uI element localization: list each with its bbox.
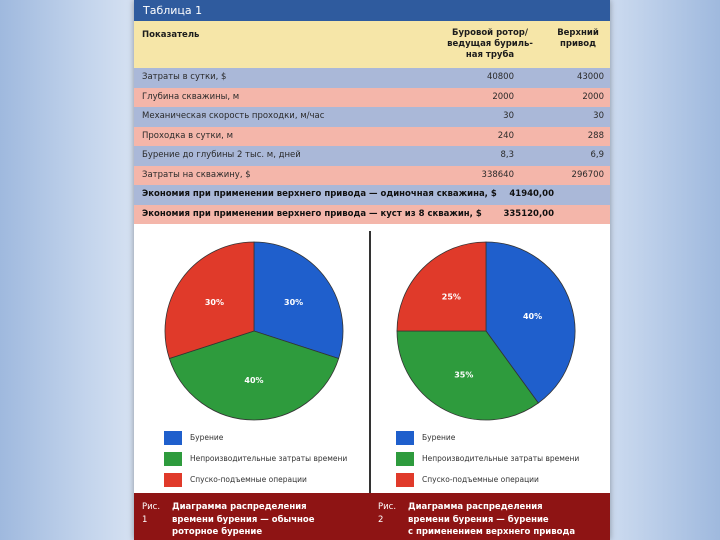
summary-value: 41940,00 <box>509 189 554 199</box>
summary-row <box>134 205 610 225</box>
pie-value-label: 40% <box>522 311 543 321</box>
header-rotor: Буровой ротор/ ведущая буриль- ная труба <box>447 28 533 60</box>
row-label: Затраты в сутки, $ <box>142 72 227 82</box>
row-rotor-value: 30 <box>503 111 514 121</box>
legend-swatch <box>396 473 414 487</box>
pie-value-label: 30% <box>284 298 304 308</box>
table-row <box>134 107 610 127</box>
row-label: Глубина скважины, м <box>142 91 240 102</box>
table-title: Таблица 1 <box>134 0 610 21</box>
table-row <box>134 166 610 186</box>
pie-value-label: 25% <box>441 292 461 302</box>
pie-value-label: 40% <box>244 375 264 385</box>
legend-label: Бурение <box>190 433 224 442</box>
row-top-drive-value: 2000 <box>582 91 604 102</box>
row-label: Проходка в сутки, м <box>142 130 233 141</box>
legend-swatch <box>396 452 414 466</box>
caption-1-fig: Рис. 1 <box>142 502 161 525</box>
captions-bar <box>134 493 610 540</box>
header-top-drive: Верхний привод <box>557 28 599 49</box>
legend-swatch <box>164 431 182 445</box>
row-top-drive-value: 288 <box>587 130 604 141</box>
row-rotor-value: 338640 <box>481 169 514 180</box>
caption-2-fig: Рис. 2 <box>378 502 397 525</box>
row-rotor-value: 40800 <box>486 72 514 82</box>
legend-label: Спуско-подъемные операции <box>422 475 539 484</box>
pie-chart-1 <box>164 241 344 421</box>
pie-value-label: 35% <box>454 370 474 380</box>
header-indicator: Показатель <box>142 30 200 40</box>
caption-2-text: Диаграмма распределения времени бурения — бурение с применением верхнего привода <box>408 502 576 537</box>
pie-chart-2 <box>396 241 576 421</box>
legend-label: Непроизводительные затраты времени <box>422 454 580 463</box>
row-label: Затраты на скважину, $ <box>142 169 251 180</box>
chart-divider <box>369 231 371 493</box>
row-top-drive-value: 43000 <box>576 72 604 82</box>
summary-label: Экономия при применении верхнего привода — одиночная скважина, $ <box>142 189 497 199</box>
table-row <box>134 127 610 147</box>
pie-value-label: 30% <box>204 298 224 308</box>
caption-1-text: Диаграмма распределения времени бурения — обычное роторное бурение <box>172 502 315 537</box>
row-top-drive-value: 296700 <box>571 169 604 180</box>
document-page <box>134 0 610 540</box>
row-label: Бурение до глубины 2 тыс. м, дней <box>142 150 301 160</box>
table-header <box>134 21 610 68</box>
row-rotor-value: 2000 <box>492 91 514 102</box>
table-row <box>134 88 610 108</box>
legend-label: Непроизводительные затраты времени <box>190 454 348 463</box>
row-label: Механическая скорость проходки, м/час <box>142 111 325 121</box>
table-row <box>134 146 610 166</box>
summary-row <box>134 185 610 205</box>
row-rotor-value: 240 <box>497 130 514 141</box>
table-body <box>134 68 610 224</box>
row-top-drive-value: 6,9 <box>590 150 604 160</box>
summary-value: 335120,00 <box>503 208 554 219</box>
charts-area <box>134 231 610 493</box>
row-top-drive-value: 30 <box>593 111 604 121</box>
pie-slice <box>397 242 486 331</box>
row-rotor-value: 8,3 <box>500 150 514 160</box>
legend-label: Спуско-подъемные операции <box>190 475 307 484</box>
legend-swatch <box>164 452 182 466</box>
summary-label: Экономия при применении верхнего привода — куст из 8 скважин, $ <box>142 208 482 219</box>
legend-swatch <box>396 431 414 445</box>
legend-label: Бурение <box>422 433 456 442</box>
legend-swatch <box>164 473 182 487</box>
table-row <box>134 68 610 88</box>
